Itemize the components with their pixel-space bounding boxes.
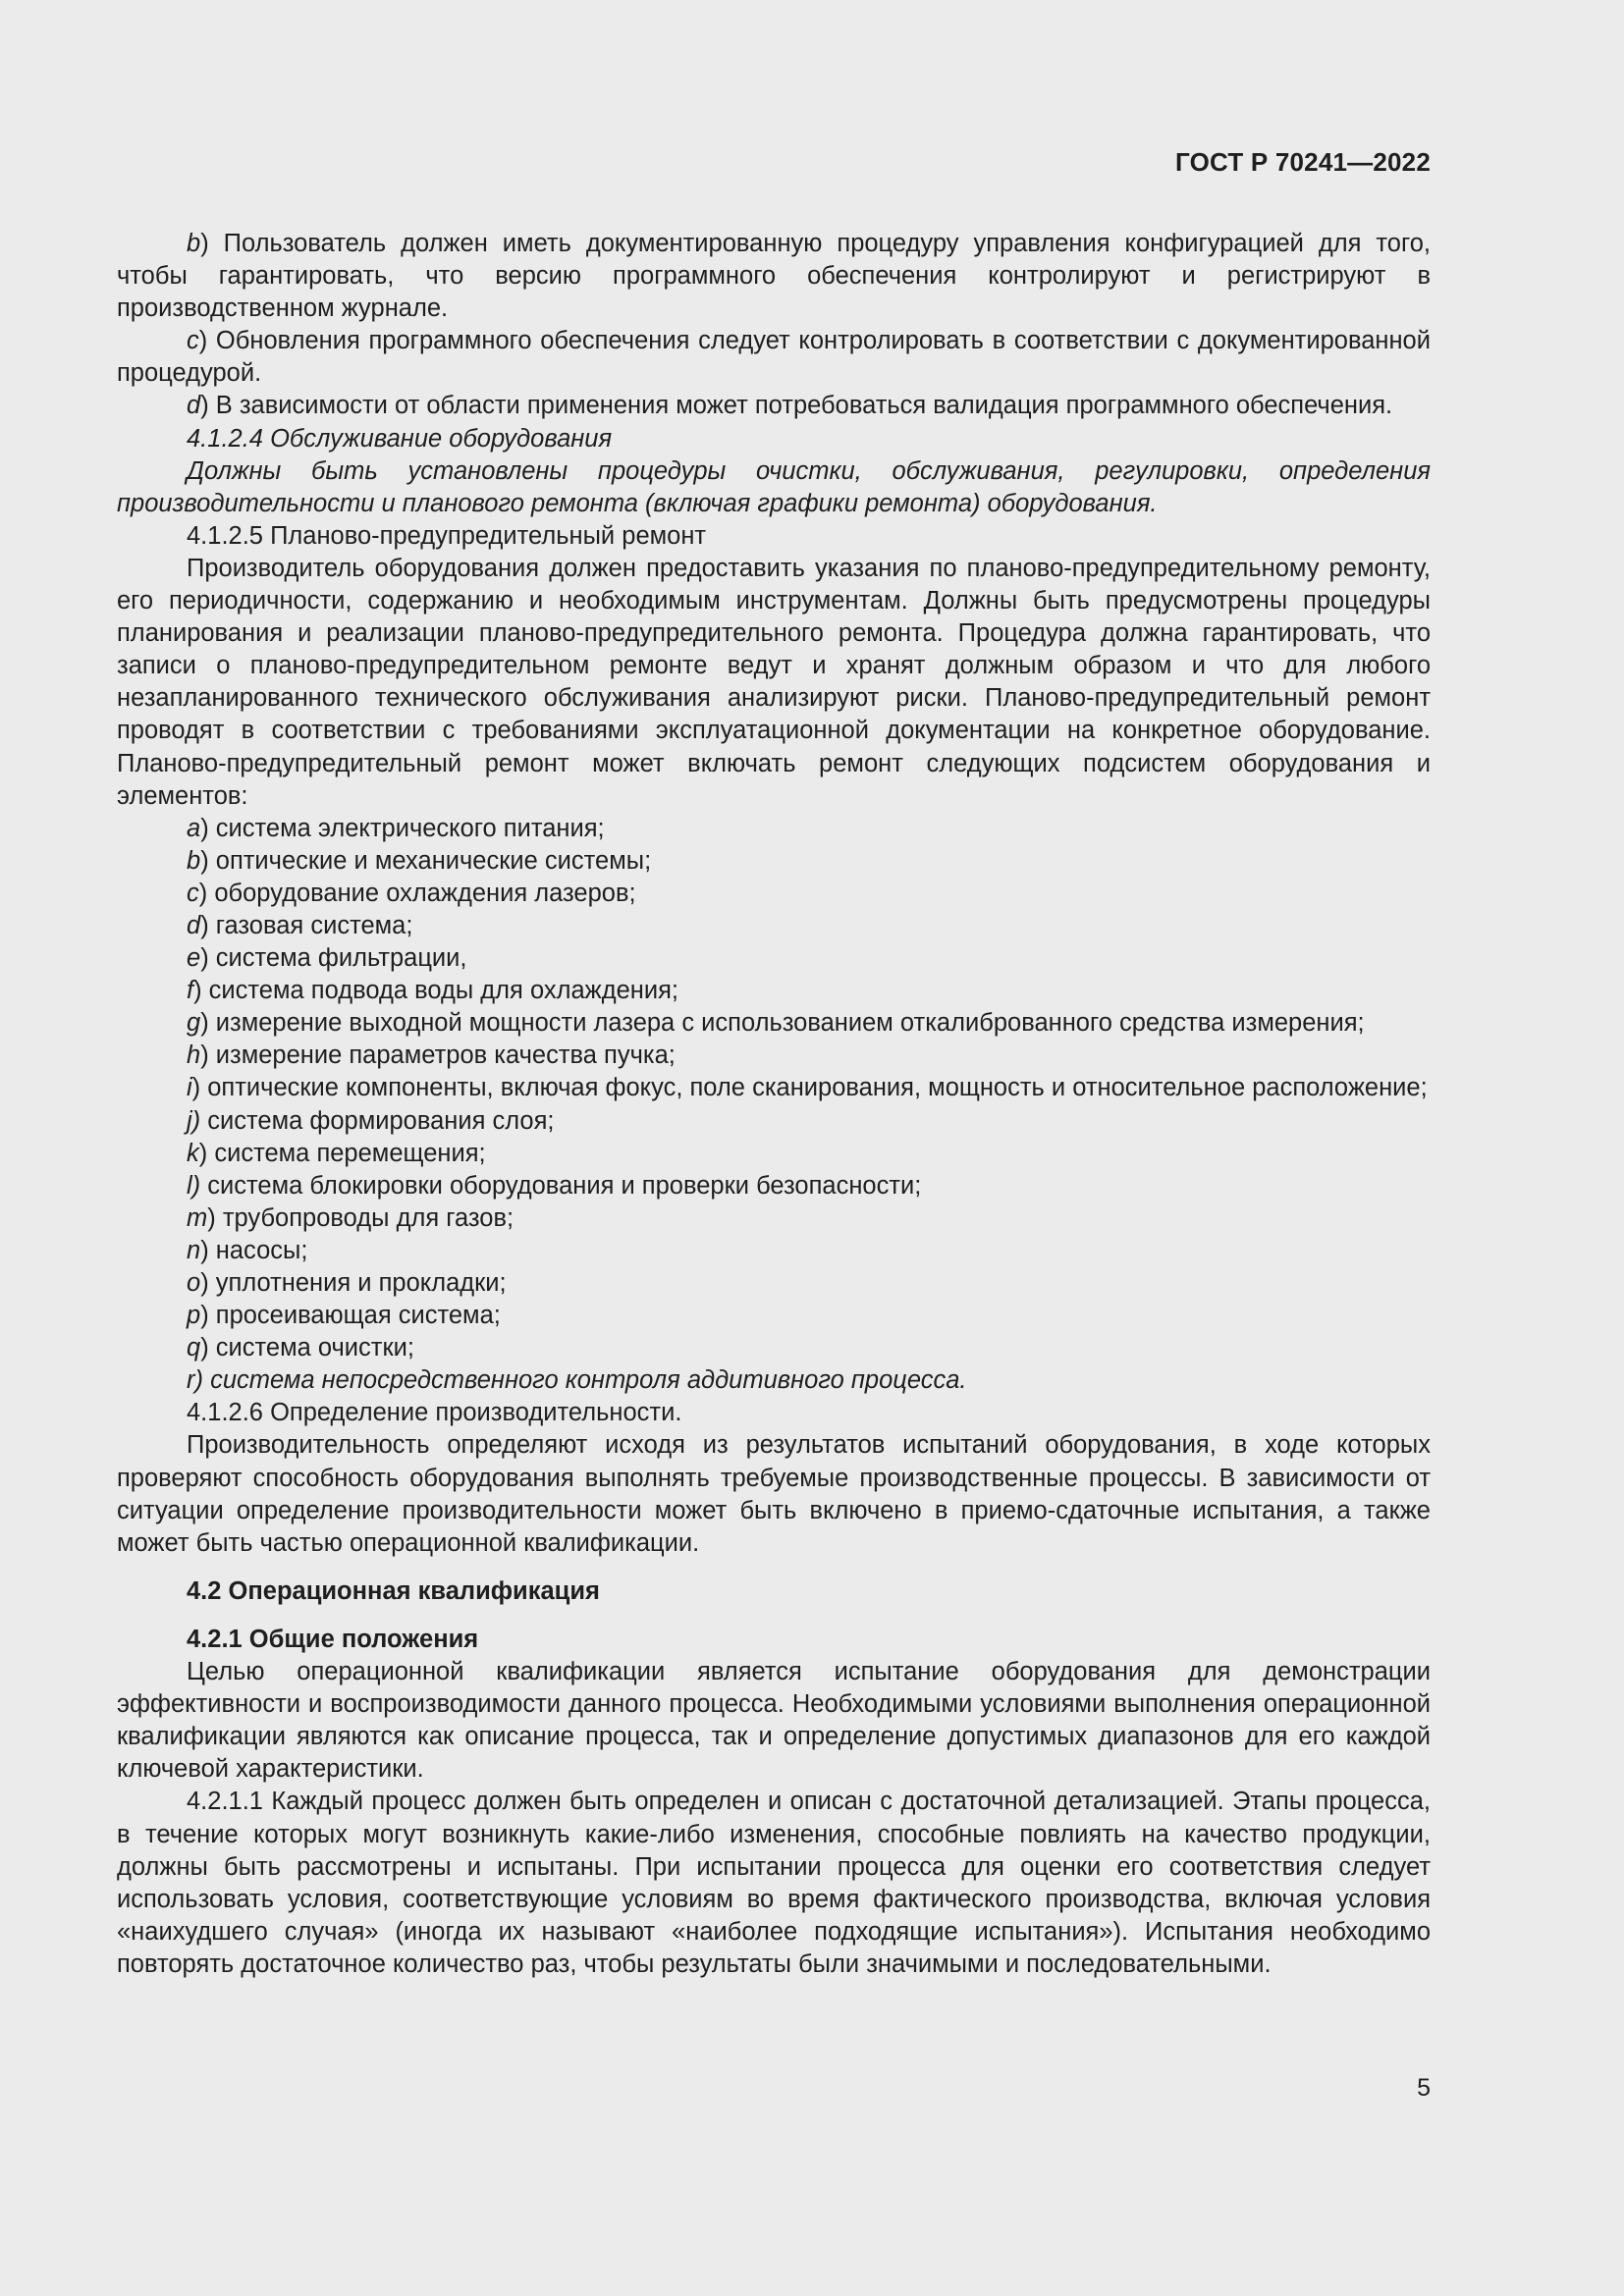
list-item [117, 1332, 1431, 1364]
list-item [117, 878, 1431, 910]
item-text: ) газовая система; [200, 911, 413, 939]
item-text: ) система очистки; [200, 1334, 414, 1362]
section-4126-title: 4.1.2.6 Определение производительности. [187, 1399, 682, 1427]
item-letter: n [187, 1236, 201, 1264]
maintenance-list [117, 813, 1431, 1398]
item-text: ) уплотнения и прокладки; [200, 1269, 507, 1297]
item-letter: b [187, 230, 201, 257]
item-letter: g [187, 1009, 201, 1038]
item-text: ) измерение выходной мощности лазера с использованием откалиброванного средства измерения; [200, 1009, 1365, 1038]
document-code-header: ГОСТ Р 70241—2022 [1175, 147, 1431, 177]
item-letter: h [187, 1041, 201, 1070]
item-text: ) система фильтрации, [200, 944, 467, 973]
list-item [117, 845, 1431, 878]
section-4126-text: Производительность определяют исходя из результатов испытаний оборудования, в ходе которых проверяют способность оборудования выполнять требуемые производственные процессы. В зависимости от ситуации определение производительности может быть включено в приемо-сдаточные испытания, а также может быть частью операционной квалификации. [117, 1431, 1431, 1557]
section-4211-text: 4.2.1.1 Каждый процесс должен быть определен и описан с достаточной детализацией. Этапы процесса, в течение которых могут возникнуть какие-либо изменения, способные повлиять на качество продукции, должны быть рассмотрены и испытаны. При испытании процесса для оценки его соответствия следует использовать условия, соответствующие условиям во время фактического производства, включая условия «наихудшего случая» (иногда их называют «наиболее подходящие испытания»). Испытания необходимо повторять достаточное количество раз, чтобы результаты были значимыми и последовательными. [117, 1788, 1431, 1978]
item-letter: l) [187, 1171, 201, 1200]
item-letter: k [187, 1139, 199, 1167]
section-4125-text: Производитель оборудования должен предоставить указания по планово-предупредительному ремонту, его периодичности, содержанию и необходимым инструментам. Должны быть предусмотрены процедуры планирования и реализации планово-предупредительного ремонта. Процедура должна гарантировать, что записи о планово-предупредительном ремонте ведут и хранят должным образом и что для любого незапланированного технического обслуживания анализируют риски. Планово-предупредительный ремонт проводят в соответствии с требованиями эксплуатационной документации на конкретное оборудование. Планово-предупредительный ремонт может включать ремонт следующих подсистем оборудования и элементов: [117, 554, 1431, 810]
paragraph-b [117, 228, 1431, 325]
list-item [117, 1300, 1431, 1332]
item-letter: a [187, 814, 201, 842]
paragraph-text: ) В зависимости от области применения может потребоваться валидация программного обеспечения. [200, 392, 1393, 420]
item-text: система блокировки оборудования и проверки безопасности; [200, 1171, 922, 1200]
item-letter: m [187, 1203, 208, 1232]
list-item [117, 910, 1431, 942]
list-item [117, 1170, 1431, 1202]
item-text: система формирования слоя; [200, 1106, 555, 1135]
list-item [117, 813, 1431, 845]
list-item [117, 1202, 1431, 1235]
item-letter: p [187, 1302, 201, 1330]
section-4124-text: Должны быть установлены процедуры очистки, обслуживания, регулировки, определения производительности и планового ремонта (включая графики ремонта) оборудования. [117, 456, 1431, 517]
item-letter: q [187, 1334, 201, 1362]
list-item [117, 1072, 1431, 1104]
item-letter: c [187, 879, 199, 907]
item-text: ) просеивающая система; [200, 1302, 501, 1330]
item-letter: d [187, 911, 201, 939]
section-42-heading: 4.2 Операционная квалификация [187, 1576, 600, 1605]
item-letter: f [187, 977, 194, 1005]
list-item [117, 1040, 1431, 1072]
paragraph-text: ) Пользователь должен иметь документированную процедуру управления конфигурацией для того, чтобы гарантировать, что версию программного обеспечения контролируют и регистрируют в производственном журнале. [117, 230, 1431, 323]
item-text: ) оптические компоненты, включая фокус, поле сканирования, мощность и относительное расположение; [191, 1074, 1428, 1102]
item-text: ) система подвода воды для охлаждения; [193, 977, 678, 1005]
section-4124-title: 4.1.2.4 Обслуживание оборудования [187, 424, 613, 453]
item-letter: o [187, 1269, 201, 1297]
list-item [117, 1138, 1431, 1170]
list-item [117, 942, 1431, 975]
item-letter: j) [187, 1106, 201, 1135]
item-text: ) трубопроводы для газов; [207, 1203, 514, 1232]
paragraph-d [117, 390, 1431, 422]
list-item [117, 1007, 1431, 1040]
section-421-heading: 4.2.1 Общие положения [187, 1625, 479, 1653]
list-item-r: r) система непосредственного контроля аддитивного процесса. [187, 1366, 967, 1395]
item-text: ) оборудование охлаждения лазеров; [198, 879, 636, 907]
list-item [117, 1235, 1431, 1267]
item-text: ) оптические и механические системы; [200, 846, 652, 875]
paragraph-text: ) Обновления программного обеспечения следует контролировать в соответствии с документированной процедурой. [117, 327, 1431, 388]
item-text: ) насосы; [200, 1236, 308, 1264]
item-letter: d [187, 392, 201, 420]
item-letter: i [187, 1074, 192, 1102]
paragraph-c [117, 325, 1431, 390]
section-4125-title: 4.1.2.5 Планово-предупредительный ремонт [187, 521, 707, 550]
item-text: ) система электрического питания; [200, 814, 605, 842]
section-421-text: Целью операционной квалификации является испытание оборудования для демонстрации эффективности и воспроизводимости данного процесса. Необходимыми условиями выполнения операционной квалификации являются как описание процесса, так и определение допустимых диапазонов для его каждой ключевой характеристики. [117, 1658, 1431, 1784]
list-item [117, 1267, 1431, 1300]
item-text: ) система перемещения; [198, 1139, 486, 1167]
item-text: ) измерение параметров качества пучка; [200, 1041, 676, 1070]
item-letter: c [187, 327, 199, 355]
list-item [117, 1105, 1431, 1138]
document-body [117, 228, 1431, 1981]
item-letter: e [187, 944, 201, 973]
page-number: 5 [1417, 2074, 1431, 2102]
list-item [117, 975, 1431, 1007]
item-letter: b [187, 846, 201, 875]
